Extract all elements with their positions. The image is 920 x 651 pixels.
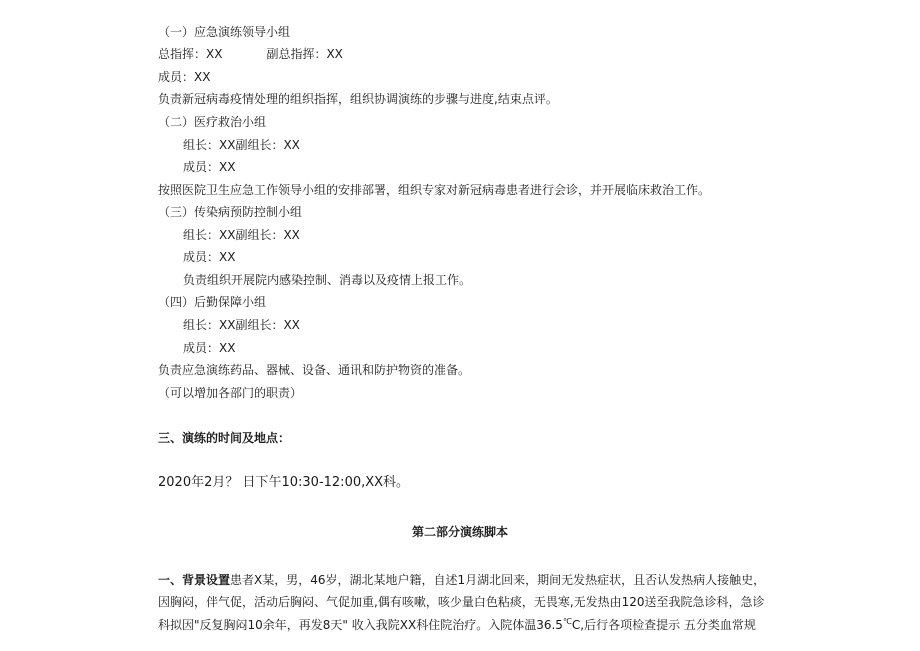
- group3-leaders: 组长：XX副组长：XX: [183, 228, 300, 242]
- group1-duty: 负责新冠病毒疫情处理的组织指挥，组织协调演练的步骤与进度,结束点评。: [158, 92, 558, 106]
- group2-duty: 按照医院卫生应急工作领导小组的安排部署，组织专家对新冠病毒患者进行会诊，并开展临床救治工作。: [158, 183, 711, 197]
- section3-content: 2020年2月？ 日下午10:30-12:00,XX科。: [158, 475, 410, 490]
- commander-line: [158, 46, 343, 62]
- group1-members: 成员：XX: [158, 70, 211, 84]
- background-line1: [158, 572, 765, 588]
- group1-title: （一）应急演练领导小组: [158, 25, 291, 39]
- group2-members: 成员：XX: [183, 160, 236, 174]
- group4-leaders: 组长：XX副组长：XX: [183, 318, 300, 332]
- commander: 总指挥：XX: [158, 47, 223, 61]
- group3-title: （三）传染病预防控制小组: [158, 205, 303, 219]
- group2-title: （二）医疗救治小组: [158, 115, 267, 129]
- group3-members: 成员：XX: [183, 250, 236, 264]
- part2-title: 第二部分演练脚本: [412, 525, 509, 539]
- section3-heading: 三、演练的时间及地点：: [158, 431, 291, 445]
- vice-commander: 副总指挥：XX: [266, 47, 343, 61]
- background-line3-pre: 科拟因"反复胸闷10余年，再发8天" 收入我院XX科住院治疗。入院体温36.5: [158, 618, 563, 632]
- background-line1-text: 患者X某，男，46岁，湖北某地户籍，自述1月湖北回来，期间无发热症状，且否认发热病人接触史，: [230, 573, 766, 587]
- group3-duty: 负责组织开展院内感染控制、消毒以及疫情上报工作。: [183, 273, 472, 287]
- temperature-unit-sup: ℃: [562, 617, 572, 626]
- background-line3: [158, 614, 756, 633]
- group4-duty: 负责应急演练药品、器械、设备、通讯和防护物资的准备。: [158, 363, 471, 377]
- responsibility-note: （可以增加各部门的职责）: [158, 386, 303, 400]
- background-line3-post: C,后行各项检查提示 五分类血常规: [571, 618, 756, 632]
- group4-title: （四）后勤保障小组: [158, 295, 267, 309]
- background-line2: 因胸闷，伴气促，活动后胸闷、气促加重,偶有咳嗽，咳少量白色粘痰，无畏寒,无发热由120送至我院急诊科，急诊: [158, 595, 765, 609]
- group2-leaders: 组长：XX副组长：XX: [183, 138, 300, 152]
- background-heading: 一、背景设置: [158, 573, 231, 587]
- group4-members: 成员：XX: [183, 341, 236, 355]
